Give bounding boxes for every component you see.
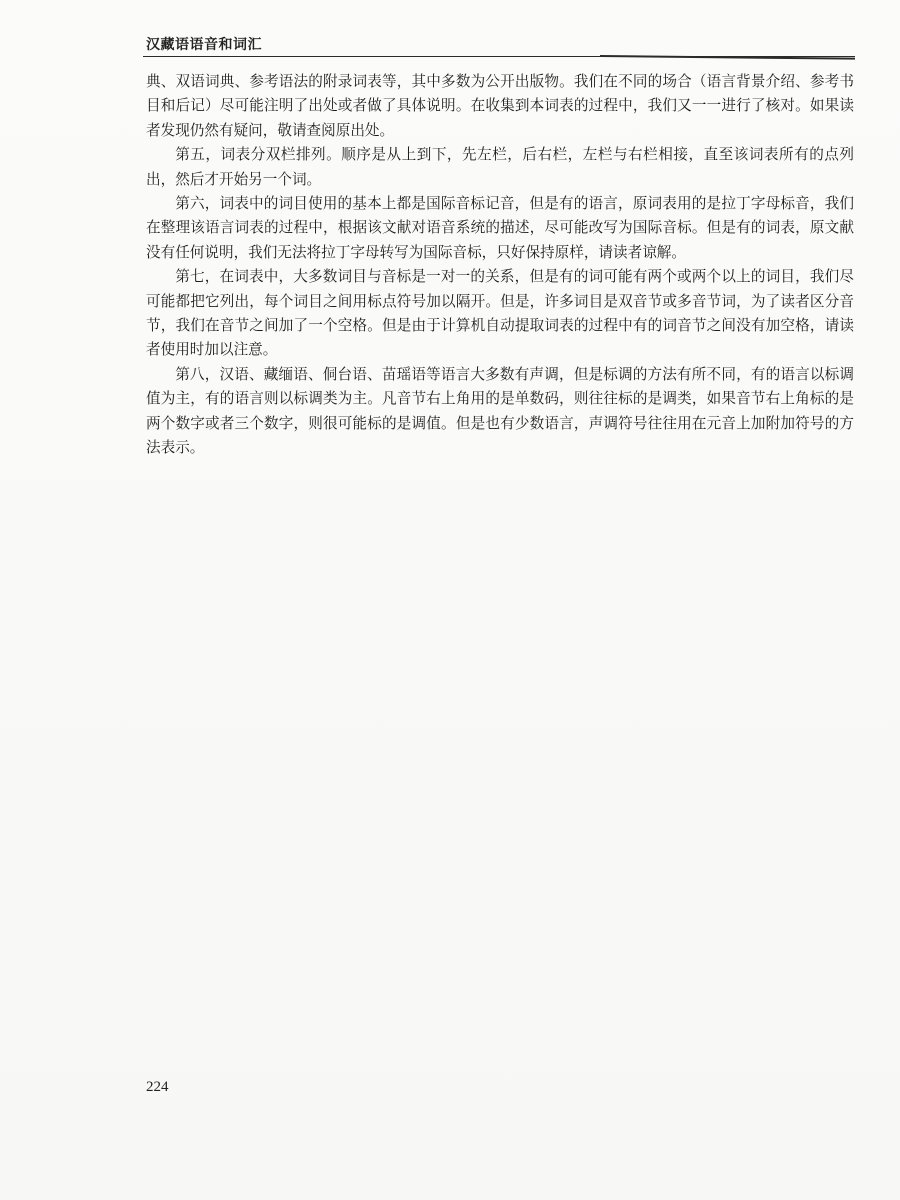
paragraph-continuation: 典、双语词典、参考语法的附录词表等，其中多数为公开出版物。我们在不同的场合（语言背景介绍、参考书目和后记）尽可能注明了出处或者做了具体说明。在收集到本词表的过程中，我们又一一进行了核对。如果读者发现仍然有疑问，敬请查阅原出处。 — [146, 73, 854, 139]
body-text — [146, 70, 854, 461]
page-number: 224 — [146, 1079, 169, 1095]
paragraph-fifth: 第五，词表分双栏排列。顺序是从上到下，先左栏，后右栏，左栏与右栏相接，直至该词表所有的点列出，然后才开始另一个词。 — [146, 146, 854, 188]
paragraph-sixth: 第六，词表中的词目使用的基本上都是国际音标记音，但是有的语言，原词表用的是拉丁字母标音，我们在整理该语言词表的过程中，根据该文献对语音系统的描述，尽可能改写为国际音标。但是有的词表，原文献没有任何说明，我们无法将拉丁字母转写为国际音标，只好保持原样，请读者谅解。 — [146, 195, 854, 261]
paragraph-seventh: 第七，在词表中，大多数词目与音标是一对一的关系，但是有的词可能有两个或两个以上的词目，我们尽可能都把它列出，每个词目之间用标点符号加以隔开。但是，许多词目是双音节或多音节词，为了读者区分音节，我们在音节之间加了一个空格。但是由于计算机自动提取词表的过程中有的词音节之间没有加空格，请读者使用时加以注意。 — [146, 268, 854, 359]
running-head-title: 汉藏语语音和词汇 — [146, 37, 262, 53]
paragraph-eighth: 第八，汉语、藏缅语、侗台语、苗瑶语等语言大多数有声调，但是标调的方法有所不同，有的语言以标调值为主，有的语言则以标调类为主。凡音节右上角用的是单数码，则往往标的是调类，如果音节右上角标的是两个数字或者三个数字，则很可能标的是调值。但是也有少数语言，声调符号往往用在元音上加附加符号的方法表示。 — [146, 365, 854, 457]
